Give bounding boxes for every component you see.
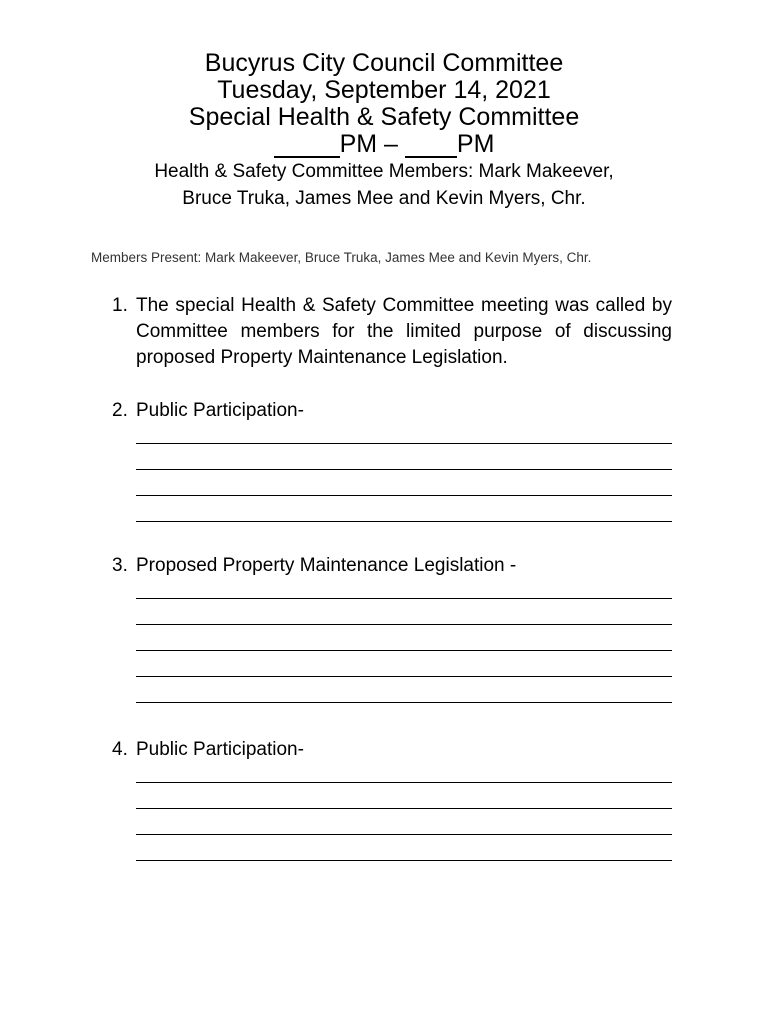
fill-in-line [136,657,672,683]
meeting-time-line [0,131,768,158]
committee-name: Special Health & Safety Committee [188,103,580,131]
agenda-item-number: 1. [112,295,128,316]
blank-lines [136,763,672,867]
fill-in-line [136,450,672,476]
fill-in-line [136,502,672,528]
end-time-unit: PM [456,130,495,158]
fill-in-line [136,579,672,605]
document-header [0,50,768,212]
fill-in-line [136,605,672,631]
agenda-item-2 [112,398,672,528]
end-time-blank [405,134,457,158]
agenda-item-text: Public Participation- [136,739,304,760]
members-present: Members Present: Mark Makeever, Bruce Truka, James Mee and Kevin Myers, Chr. [91,250,592,265]
blank-lines [136,424,672,528]
council-title: Bucyrus City Council Committee [204,49,564,77]
agenda-item-number: 4. [112,739,128,760]
agenda-item-1 [112,293,672,371]
meeting-date: Tuesday, September 14, 2021 [217,76,551,104]
fill-in-line [136,476,672,502]
blank-lines [136,579,672,709]
time-separator: – [377,130,405,158]
fill-in-line [136,424,672,450]
agenda-item-text: Proposed Property Maintenance Legislation - [136,555,517,576]
agenda-item-number: 3. [112,555,128,576]
start-time-unit: PM [339,130,378,158]
fill-in-line [136,631,672,657]
fill-in-line [136,683,672,709]
committee-members-line-2: Bruce Truka, James Mee and Kevin Myers, Chr. [182,188,586,209]
agenda-item-text: The special Health & Safety Committee meeting was called by Committee members for the limited purpose of discussing proposed Property Maintenance Legislation. [136,295,672,368]
agenda-item-4 [112,737,672,867]
committee-members-line-1: Health & Safety Committee Members: Mark Makeever, [154,161,614,182]
fill-in-line [136,815,672,841]
agenda-item-text: Public Participation- [136,400,304,421]
start-time-blank [274,134,340,158]
fill-in-line [136,789,672,815]
agenda-item-3 [112,553,672,709]
fill-in-line [136,763,672,789]
fill-in-line [136,841,672,867]
agenda-item-number: 2. [112,400,128,421]
